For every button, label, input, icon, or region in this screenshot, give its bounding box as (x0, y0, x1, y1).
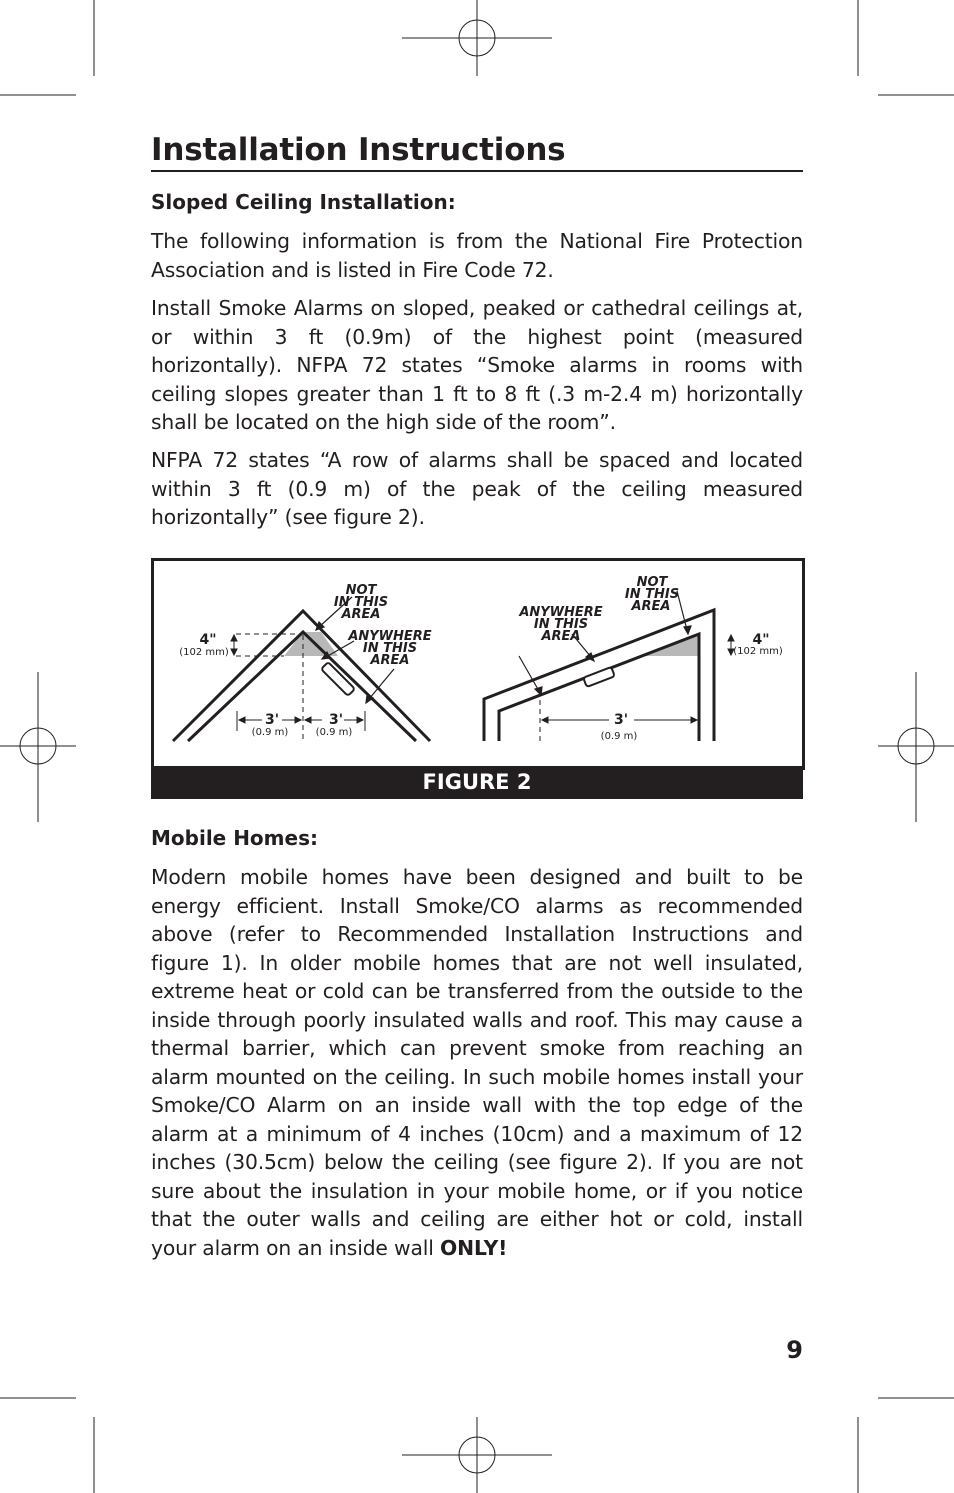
mobile-homes-paragraph (151, 863, 803, 1262)
mobile-homes-heading: Mobile Homes: (151, 826, 318, 850)
dim-3ft-left-b: 3' (328, 712, 344, 728)
sloped-paragraph-1: The following information is from the National Fire Protection Association and is listed in Fire Code 72. (151, 229, 803, 282)
dim-09m-left-a: (0.9 m) (251, 727, 289, 738)
anywhere-label-r1: ANYWHERE (519, 605, 603, 620)
not-area-label-3: AREA (341, 607, 381, 622)
not-area-label-1: NOT (345, 583, 377, 598)
not-area-label-r3: AREA (631, 599, 671, 614)
not-area-label-r1: NOT (636, 575, 668, 590)
sloped-paragraph-2: Install Smoke Alarms on sloped, peaked or cathedral ceilings at, or within 3 ft (0.9m) of the highest point (measured horizontally). NFPA 72 states “Smoke alarms in rooms with ceiling slopes greater than 1 ft to 8 ft (.3 m-2.4 m) horizontally shall be located on the high side of the room”. (151, 296, 803, 434)
not-area-label-r2: IN THIS (624, 587, 680, 602)
dim-3ft-right: 3' (613, 712, 629, 728)
sloped-ceiling-drawing (484, 575, 783, 742)
figure-2 (151, 558, 803, 799)
peaked-ceiling-drawing (173, 583, 432, 741)
dim-3ft-left-a: 3' (264, 712, 280, 728)
not-area-label-2: IN THIS (333, 595, 389, 610)
anywhere-label-r2: IN THIS (533, 617, 589, 632)
dim-09m-left-b: (0.9 m) (315, 727, 353, 738)
dim-4in-right: 4" (752, 632, 770, 648)
dim-4in-left: 4" (199, 632, 217, 648)
anywhere-label-r3: AREA (541, 629, 581, 644)
anywhere-label-2: IN THIS (362, 641, 418, 656)
dim-102mm-left: (102 mm) (179, 647, 229, 658)
dim-102mm-right: (102 mm) (733, 646, 783, 657)
sloped-ceiling-heading: Sloped Ceiling Installation: (151, 190, 456, 214)
figure-caption: FIGURE 2 (151, 766, 803, 799)
anywhere-label-3: AREA (370, 653, 410, 668)
page-number: 9 (786, 1336, 803, 1364)
title-rule (151, 170, 803, 172)
mobile-homes-body: Modern mobile homes have been designed and built to be energy efficient. Install Smoke/CO alarms as recommended above (refer to Recommended Installation Instructions and figure 1). In older mobile homes that are not well insulated, extreme heat or cold can be transferred from the outside to the inside through poorly insulated walls and roof. This may cause a thermal barrier, which can prevent smoke from reaching an alarm mounted on the ceiling. In such mobile homes install your Smoke/CO Alarm on an inside wall with the top edge of the alarm at a minimum of 4 inches (10cm) and a maximum of 12 inches (30.5cm) below the ceiling (see figure 2). If you are not sure about the insulation in your mobile home, or if you notice that the outer walls and ceiling are either hot or cold, install your alarm on an inside wall (151, 865, 803, 1260)
page-title: Installation Instructions (151, 132, 566, 168)
only-emphasis: ONLY! (440, 1235, 508, 1260)
dim-09m-right: (0.9 m) (600, 731, 638, 742)
anywhere-label-1: ANYWHERE (348, 629, 432, 644)
sloped-paragraph-3: NFPA 72 states “A row of alarms shall be spaced and located within 3 ft (0.9 m) of the peak of the ceiling measured horizontally” (see figure 2). (151, 448, 803, 529)
sloped-ceiling-diagram (154, 561, 802, 767)
figure-frame (151, 558, 805, 770)
